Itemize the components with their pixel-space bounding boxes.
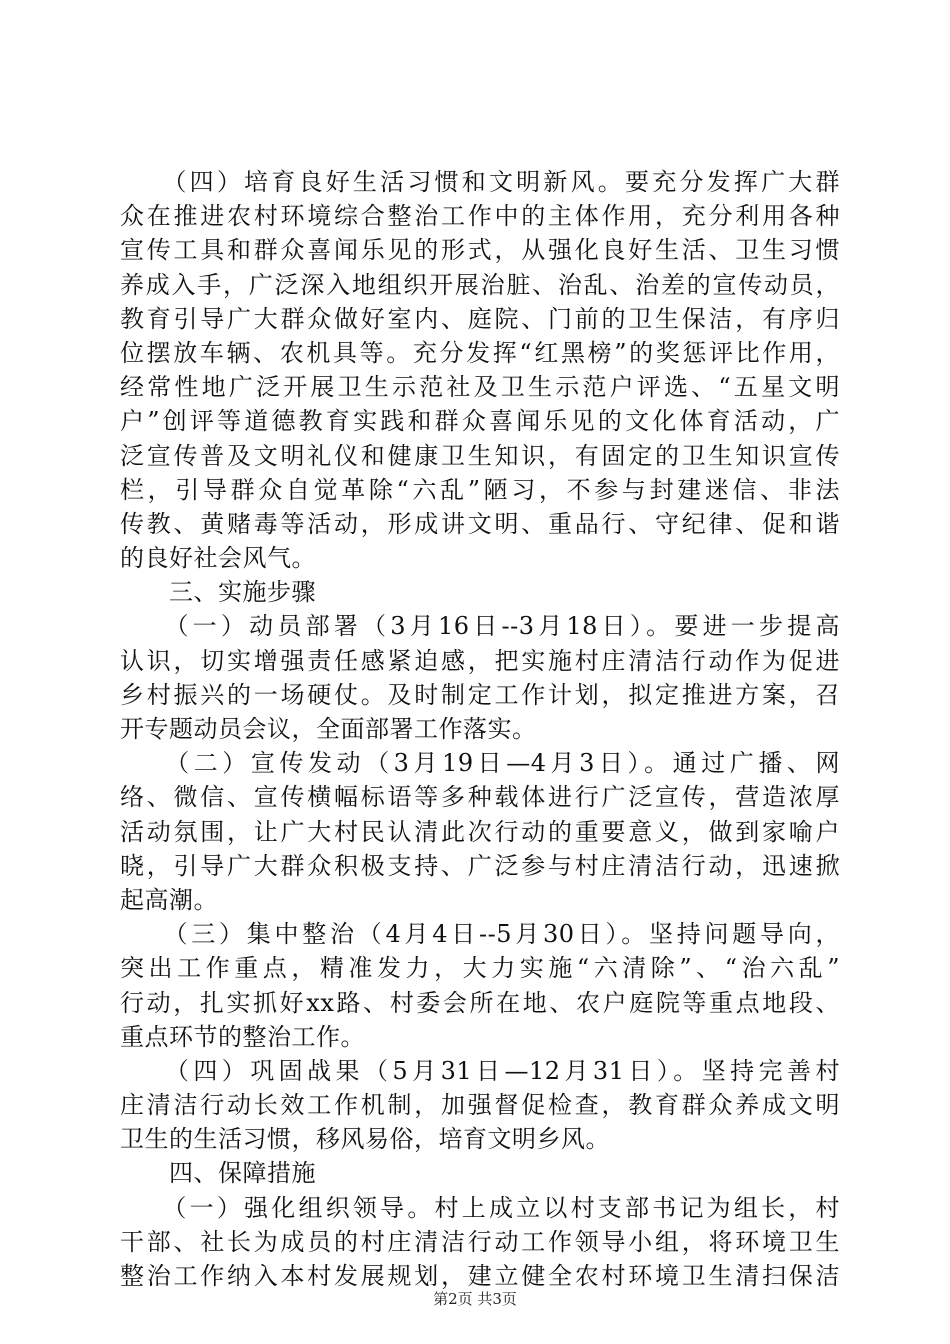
text-line: （四）培育良好生活习惯和文明新风。要充分发挥广大群 <box>120 168 840 196</box>
text-line: 养成入手，广泛深入地组织开展治脏、治乱、治差的宣传动员， <box>120 270 840 299</box>
text-line: 干部、社长为成员的村庄清洁行动工作领导小组，将环境卫生 <box>120 1227 840 1256</box>
text-line: （二）宣传发动（3月19日—4月3日）。通过广播、网 <box>120 749 840 778</box>
text-line: 重点环节的整治工作。 <box>120 1022 365 1051</box>
document-body <box>120 165 840 1293</box>
text-line: 突出工作重点，精准发力，大力实施“六清除”、“治六乱” <box>120 954 840 983</box>
text-line: 四、保障措施 <box>120 1159 316 1188</box>
text-line: 经常性地广泛开展卫生示范社及卫生示范户评选、“五星文明 <box>120 373 840 402</box>
text-line: 整治工作纳入本村发展规划，建立健全农村环境卫生清扫保洁 <box>120 1262 840 1290</box>
text-line: 教育引导广大群众做好室内、庭院、门前的卫生保洁，有序归 <box>120 304 840 333</box>
text-line: （一）强化组织领导。村上成立以村支部书记为组长，村 <box>120 1193 840 1222</box>
page-footer: 第2页 共3页 <box>433 1290 517 1308</box>
text-line: 活动氛围，让广大村民认清此次行动的重要意义，做到家喻户 <box>120 817 840 846</box>
text-line: 晓，引导广大群众积极支持、广泛参与村庄清洁行动，迅速掀 <box>120 851 840 880</box>
text-line: （四）巩固战果（5月31日—12月31日）。坚持完善村 <box>120 1056 840 1085</box>
text-line: 起高潮。 <box>120 885 218 914</box>
text-line: 传教、黄赌毒等活动，形成讲文明、重品行、守纪律、促和谐 <box>120 509 840 538</box>
text-line: （一）动员部署（3月16日--3月18日）。要进一步提高 <box>120 612 840 641</box>
text-line: 行动，扎实抓好xx路、村委会所在地、农户庭院等重点地段、 <box>120 988 840 1017</box>
text-line: 栏，引导群众自觉革除“六乱”陋习，不参与封建迷信、非法 <box>120 475 840 504</box>
text-line: 络、微信、宣传横幅标语等多种载体进行广泛宣传，营造浓厚 <box>120 783 840 812</box>
text-line: 位摆放车辆、农机具等。充分发挥“红黑榜”的奖惩评比作用， <box>120 338 840 367</box>
text-line: 的良好社会风气。 <box>120 544 316 573</box>
text-line: 户”创评等道德教育实践和群众喜闻乐见的文化体育活动，广 <box>120 407 840 436</box>
text-line: 三、实施步骤 <box>120 578 316 607</box>
text-line: 开专题动员会议，全面部署工作落实。 <box>120 715 537 743</box>
text-line: 宣传工具和群众喜闻乐见的形式，从强化良好生活、卫生习惯 <box>120 236 840 265</box>
text-line: 乡村振兴的一场硬仗。及时制定工作计划，拟定推进方案，召 <box>120 680 840 709</box>
text-line: （三）集中整治（4月4日--5月30日）。坚持问题导向， <box>120 920 840 949</box>
text-line: 卫生的生活习惯，移风易俗，培育文明乡风。 <box>120 1125 610 1154</box>
text-line: 泛宣传普及文明礼仪和健康卫生知识，有固定的卫生知识宣传 <box>120 441 840 470</box>
text-line: 庄清洁行动长效工作机制，加强督促检查，教育群众养成文明 <box>120 1091 840 1120</box>
text-line: 认识，切实增强责任感紧迫感，把实施村庄清洁行动作为促进 <box>120 646 840 675</box>
text-line: 众在推进农村环境综合整治工作中的主体作用，充分利用各种 <box>120 202 840 231</box>
